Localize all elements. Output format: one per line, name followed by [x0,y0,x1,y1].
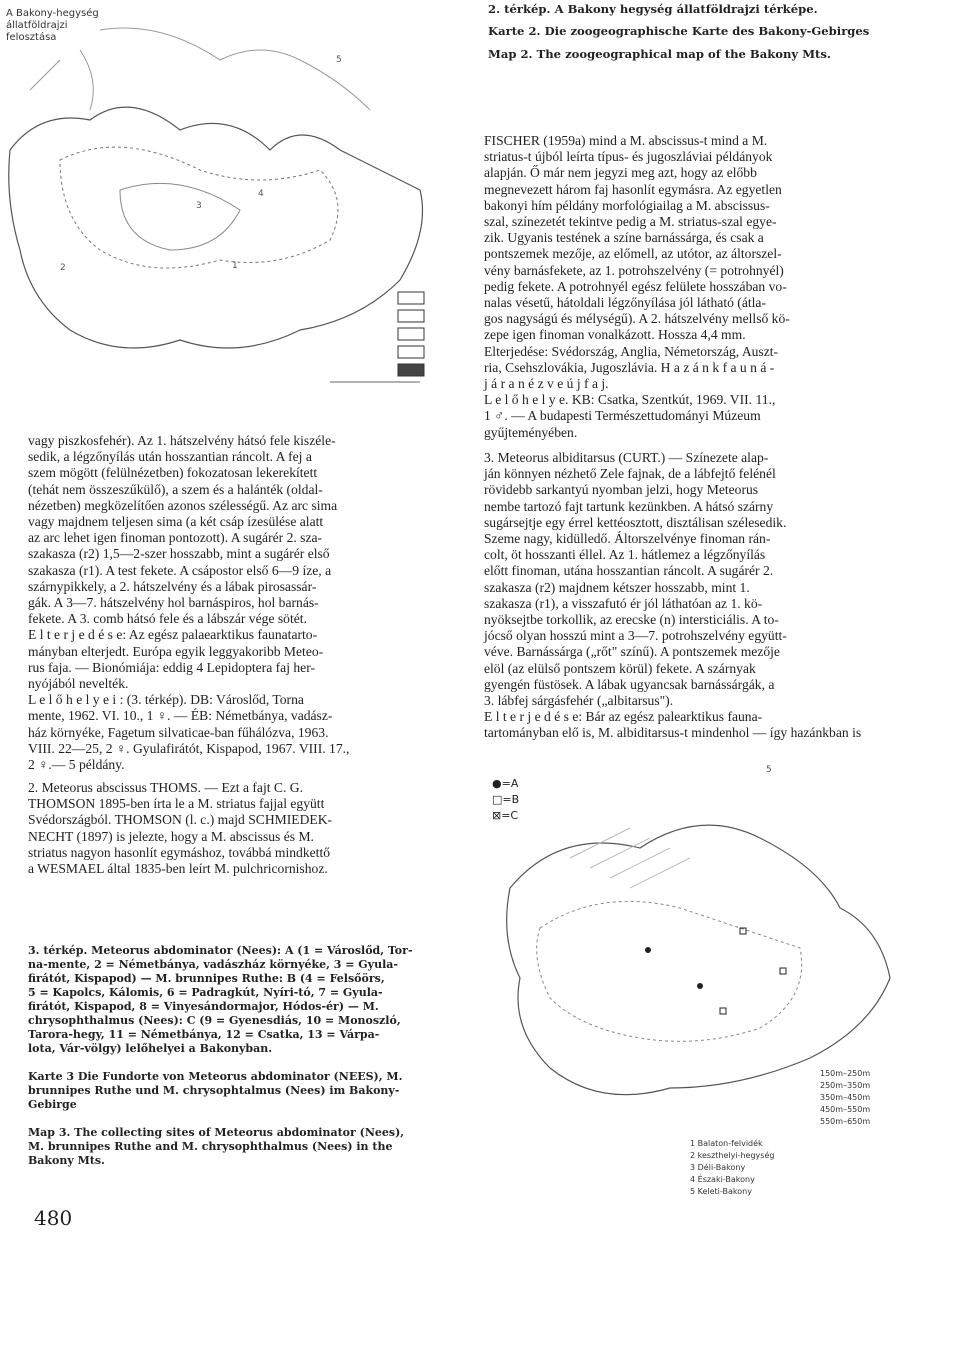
map-2-region-2: 2 [60,263,66,273]
left-column-text-1 [28,433,442,773]
map-2-inset-title-line: A Bakony-hegység [6,8,99,19]
caption-line: firátót, Kispapod) — M. brunnipes Ruthe: B (4 = Felsőörs, [28,972,385,985]
map-2-region-1: 1 [232,261,238,271]
caption-line: chrysophthalmus (Nees): C (9 = Gyenesdiás, 10 = Monoszló, [28,1014,401,1027]
elevation-label: 350m–450m [820,1093,871,1102]
text-line: szal, színezetét tekintve pedig a M. striatus-szal egye- [484,214,777,230]
elevation-label: 150m–250m [820,1069,871,1078]
text-line: mente, 1962. VI. 10., 1 ♀. — ÉB: Németbánya, vadász- [28,708,333,724]
caption-line: na-mente, 2 = Németbánya, vadászház környéke, 3 = Gyula- [28,958,398,971]
text-line: elöl (az elülső pontszem körül) fekete. A szárnyak [484,660,756,676]
region-label: 1 Balaton-felvidék [690,1139,763,1148]
text-line: szárnypikkely, a 2. hátszelvény és a lábak pirosassár- [28,578,317,594]
map-2-inset-title-line: állatföldrajzi [6,20,68,31]
text-line: pontszemek mezője, az előmell, az utótor, az áltorszel- [484,246,782,262]
text-line: 2 ♀.— 5 példány. [28,757,125,773]
map-3-drawing [480,758,950,1178]
caption-line: firátót, Kispapod, 8 = Vinyesándormajor, Hódos-ér) — M. [28,1000,379,1013]
map-3-caption [28,944,448,1168]
text-line: E l t e r j e d é s e: Az egész palaearktikus faunatarto- [28,627,318,643]
map-2-region-4: 4 [258,189,264,199]
map-2-region-3: 3 [196,201,202,211]
site-marker-c [720,1008,726,1014]
map-2 [0,0,480,420]
map-2-inset-title-line: felosztása [6,32,57,43]
map-2-caption [488,2,948,61]
text-line: ház környéke, Fagetum silvaticae-ban fűhálózva, 1963. [28,724,329,740]
text-line: Elterjedése: Svédország, Anglia, Németország, Auszt- [484,343,779,359]
text-line: szakasza (r1). A test fekete. A csápostor első 6—9 íze, a [28,562,332,578]
text-line: tartományban elő is, M. albiditarsus-t mindenhol — így hazánkban is [484,725,862,741]
caption-line: 5 = Kapolcs, Kálomis, 6 = Padragkút, Nyíri-tó, 7 = Gyula- [28,986,383,999]
region-label: 5 Keleti-Bakony [690,1187,752,1196]
text-line: alapján. Ő már nem jegyzi meg azt, hogy az előbb [484,165,757,181]
text-line: megnevezett három faj hasonlít egymásra. Az egyetlen [484,181,782,197]
text-line: vény barnásfekete, az 1. potrohszelvény (= potrohnyél) [484,262,784,278]
text-line: gák. A 3—7. hátszelvény hol barnáspiros, hol barnás- [28,595,319,611]
legend-item-a: ●=A [492,777,519,790]
elevation-label: 450m–550m [820,1105,871,1114]
text-line: nyójából nevelték. [28,676,129,692]
caption-line: M. brunnipes Ruthe and M. chrysophthalmus (Nees) in the [28,1140,393,1153]
text-line: Svédországból. THOMSON (l. c.) majd SCHMIEDEK- [28,812,333,828]
text-line: NECHT (1897) is jelezte, hogy a M. abscissus és M. [28,828,314,844]
region-label: 3 Déli-Bakony [690,1163,746,1172]
site-marker-a [697,983,703,989]
region-label: 2 keszthelyi-hegység [690,1151,775,1160]
map-3-region-5: 5 [766,765,772,775]
map-3-hatching [570,828,690,888]
text-line: j á r a n é z v e ú j f a j. [484,376,609,392]
text-line: szakasza (r2) majdnem kétszer hosszabb, mint 1. [484,579,750,595]
text-line: 2. Meteorus abscissus THOMS. — Ezt a fajt C. G. [28,780,303,795]
caption-line: Bakony Mts. [28,1154,105,1167]
text-line: véve. Barnássárga („rőt" színű). A pontszemek mezője [484,644,780,660]
text-line: nalas vésetű, hátoldali légzőnyílása jól látható (átla- [484,295,766,311]
text-line: gyűjteményében. [484,424,578,440]
text-line: colt, öt hosszanti éllel. Az 1. hátlemez a légzőnyílás [484,547,766,563]
text-line: zik. Ugyanis testének a színe barnássárga, és csak a [484,230,764,246]
right-column-text-2 [484,450,916,742]
page-number: 480 [34,1206,73,1230]
text-line: striatus-t újból leírta típus- és jugoszláviai példányok [484,149,773,165]
text-line: (tehát nem összeszűkülő), a szem és a halánték (oldal- [28,481,323,497]
text-line: vagy piszkosfehér). Az 1. hátszelvény hátsó fele kiszéle- [28,433,336,448]
text-line: ria, Csehszlovákia, Jugoszlávia. H a z á n k f a u n á - [484,359,775,375]
legend-item-c: ⊠=C [492,809,519,822]
text-line: sugársejtje egy érrel kettéosztott, disztálisan szélesedik. [484,514,787,530]
map-3 [480,758,950,1358]
left-column-text-2 [28,780,442,877]
map-2-caption-de: Karte 2. Die zoogeographische Karte des Bakony-Gebirges [488,24,870,39]
map-3-elevation-legend [820,1068,870,1128]
text-line: THOMSON 1895-ben írta le a M. striatus fajjal együtt [28,796,325,812]
map-2-caption-hu: 2. térkép. A Bakony hegység állatföldrajzi térképe. [488,2,818,16]
text-line: 3. lábfej sárgásfehér („albitarsus"). [484,693,674,709]
text-line: nézetben) megközelítően azonos szélességű. Az arc sima [28,497,338,513]
caption-line: Gebirge [28,1098,77,1111]
map-3-region-legend [690,1138,774,1198]
text-line: pedig fekete. A potrohnyél egész felülete hosszában vo- [484,278,787,294]
text-line: E l t e r j e d é s e: Bár az egész palearktikus fauna- [484,709,763,725]
map-3-caption-en [28,1126,448,1168]
text-line: szem mögött (felülnézetben) fokozatosan lekerekített [28,465,318,481]
caption-line: lota, Vár-völgy) lelőhelyei a Bakonyban. [28,1042,273,1055]
elevation-label: 550m–650m [820,1117,871,1126]
caption-line: Map 3. The collecting sites of Meteorus abdominator (Nees), [28,1126,405,1139]
text-line: FISCHER (1959a) mind a M. abscissus-t mind a M. [484,133,768,148]
text-line: a WESMAEL által 1835-ben leírt M. pulchricornishoz. [28,861,328,877]
map-3-caption-hu [28,944,448,1056]
map-2-region-5: 5 [336,55,342,65]
region-label: 4 Északi-Bakony [690,1175,755,1184]
text-line: bakonyi hím példány morfológiailag a M. abscissus- [484,197,770,213]
map-2-caption-en: Map 2. The zoogeographical map of the Bakony Mts. [488,46,831,61]
text-line: vagy majdnem teljesen sima (a két csáp ízesülése alatt [28,514,324,530]
text-line: VIII. 22—25, 2 ♀. Gyulafirátót, Kispapod, 1967. VIII. 17., [28,740,350,756]
text-line: az arc lehet igen finoman pontozott). A sugárér 2. sza- [28,530,323,546]
site-marker-a [645,947,651,953]
text-line: előtt finoman, utána hosszantian ráncolt. A sugárér 2. [484,563,774,579]
text-line: rövidebb sarkantyú nyomban jelzi, hogy Meteorus [484,482,759,498]
text-line: rus faja. — Bionómiája: eddig 4 Lepidoptera faj her- [28,659,315,675]
map-3-caption-de [28,1070,448,1112]
text-line: zepe igen finoman vonalkázott. Hossza 4,4 mm. [484,327,746,343]
text-line: szakasza (r1), a visszafutó ér jól láthatóan az 1. kö- [484,595,763,611]
text-line: jócső olyan hosszú mint a 3—7. potrohszelvény együtt- [484,628,787,644]
text-line: gos nagyságú és mélységű). A 2. hátszelvény mellső kö- [484,311,790,327]
legend-item-b: □=B [492,793,520,806]
elevation-label: 250m–350m [820,1081,871,1090]
text-line: sedik, a légzőnyílás után hosszantian ráncolt. A fej a [28,449,312,465]
text-line: L e l ő h e l y e i : (3. térkép). DB: Városlőd, Torna [28,692,304,708]
text-line: mányban elterjedt. Európa egyik leggyakoribb Meteo- [28,643,324,659]
text-line: szakasza (r2) 1,5—2-szer hosszabb, mint a sugárér első [28,546,330,562]
site-marker-b [780,968,786,974]
map-2-drawing [0,0,480,420]
text-line: nyöksejtbe torkollik, az erecske (n) intersticiális. A to- [484,612,779,628]
text-line: gyengén füstösek. A lábak ugyancsak barnássárgák, a [484,676,775,692]
map-2-inset-title [6,8,99,44]
text-line: L e l ő h e l y e. KB: Csatka, Szentkút, 1969. VII. 11., [484,392,776,408]
caption-line: 3. térkép. Meteorus abdominator (Nees): A (1 = Városlőd, Tor- [28,944,413,957]
text-line: 3. Meteorus albiditarsus (CURT.) — Színezete alap- [484,450,769,465]
caption-line: brunnipes Ruthe und M. chrysophtalmus (Nees) im Bakony- [28,1084,400,1097]
text-line: fekete. A 3. comb hátsó fele és a lábszár vége sötét. [28,611,307,627]
caption-line: Tarora-hegy, 11 = Németbánya, 12 = Csatka, 13 = Várpa- [28,1028,380,1041]
right-column-text-1 [484,133,916,441]
text-line: striatus nagyon hasonlít egymáshoz, továbbá mindkettő [28,844,331,860]
caption-line: Karte 3 Die Fundorte von Meteorus abdominator (NEES), M. [28,1070,403,1083]
text-line: nembe tartozó fajt tartunk kezünkben. A hátsó szárny [484,498,774,514]
text-line: Szeme nagy, kidülledő. Áltorszelvénye finoman rán- [484,531,771,547]
map-3-legend [492,776,519,824]
text-line: ján könnyen nézhető Zele fajnak, de a lábfejtő felénél [484,466,776,482]
text-line: 1 ♂. — A budapesti Természettudományi Múzeum [484,408,761,424]
map-2-legend-boxes [398,292,424,376]
